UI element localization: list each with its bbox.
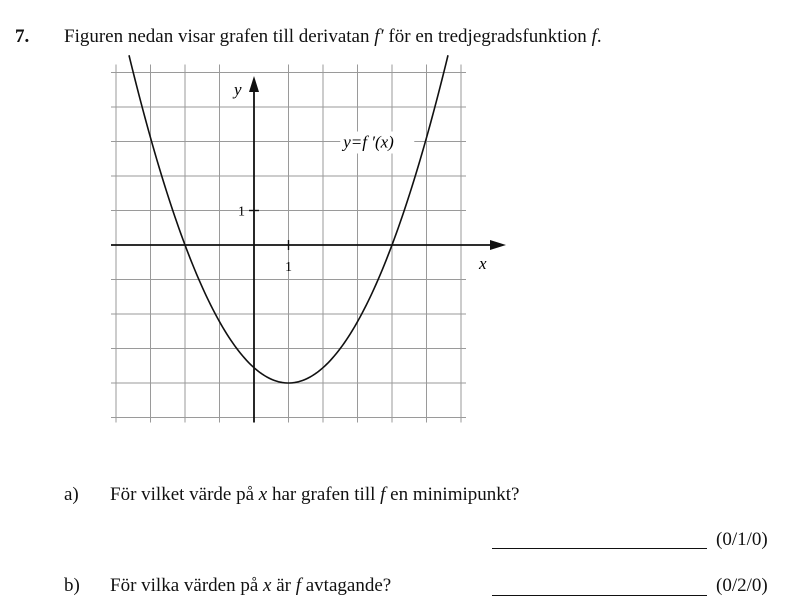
part-a-points: (0/1/0) <box>716 529 768 550</box>
y-axis-arrow <box>249 76 259 92</box>
part-a-answer-line[interactable] <box>492 548 707 549</box>
part-b-letter: b) <box>64 575 80 596</box>
intro-text-1: Figuren nedan visar grafen till derivatan <box>64 26 375 47</box>
y-axis-label: y <box>234 80 242 99</box>
x-tick-label-1: 1 <box>285 260 292 275</box>
intro-fprime: f′ <box>374 26 384 47</box>
intro-text-2: för en tredjegradsfunktion <box>383 26 592 47</box>
part-b-answer-line[interactable] <box>492 595 707 596</box>
part-b-text-1: För vilka värden på <box>110 575 264 596</box>
x-axis-arrow <box>490 240 506 250</box>
part-b-var-f: f <box>295 575 301 596</box>
part-a-text-2: har grafen till <box>267 484 381 505</box>
part-a-text-1: För vilket värde på <box>110 484 259 505</box>
question-intro <box>64 26 602 48</box>
part-a-text <box>110 484 519 506</box>
part-b-text-3: avtagande? <box>301 575 392 596</box>
part-a-var-x: x <box>258 484 268 505</box>
part-a-var-f: f <box>380 484 386 505</box>
axes <box>111 76 506 423</box>
intro-f: f <box>591 26 597 47</box>
intro-text-3: . <box>596 26 602 47</box>
part-a-text-3: en minimipunkt? <box>385 484 520 505</box>
part-b-var-x: x <box>263 575 272 596</box>
part-b-text <box>110 575 391 597</box>
part-a-letter: a) <box>64 484 79 505</box>
part-b-text-2: är <box>271 575 296 596</box>
curve-label: y=f ′(x) <box>343 132 394 152</box>
question-number: 7. <box>15 26 30 47</box>
part-b-points: (0/2/0) <box>716 575 768 596</box>
y-tick-label-1: 1 <box>238 204 245 220</box>
derivative-graph <box>58 74 487 444</box>
x-axis-label: x <box>479 254 487 273</box>
